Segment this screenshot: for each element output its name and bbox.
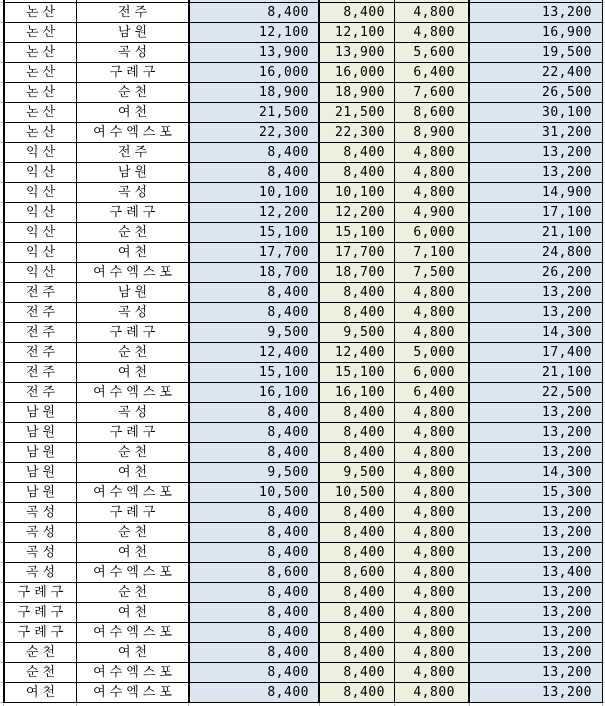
fare2-cell[interactable]: 21,500 bbox=[320, 103, 395, 122]
fare4-cell[interactable]: 13,200 bbox=[470, 503, 603, 522]
table-row bbox=[5, 343, 603, 363]
fare4-cell[interactable] bbox=[470, 0, 603, 2]
destination-station-cell[interactable]: 여수엑스포 bbox=[77, 623, 190, 642]
fare3-cell[interactable]: 4,800 bbox=[395, 3, 470, 22]
fare4-cell[interactable]: 14,300 bbox=[470, 323, 603, 342]
origin-station-cell[interactable] bbox=[5, 0, 77, 2]
fare4-cell[interactable]: 14,300 bbox=[470, 463, 603, 482]
fare3-cell[interactable]: 4,800 bbox=[395, 323, 470, 342]
destination-station-cell[interactable]: 남원 bbox=[77, 283, 190, 302]
table-row bbox=[5, 483, 603, 503]
fare2-cell[interactable]: 8,400 bbox=[320, 523, 395, 542]
origin-station-cell[interactable]: 논산 bbox=[5, 23, 77, 42]
destination-station-cell[interactable]: 구례구 bbox=[77, 423, 190, 442]
fare1-cell[interactable]: 8,400 bbox=[190, 163, 320, 182]
fare3-cell[interactable]: 4,800 bbox=[395, 403, 470, 422]
fare2-cell[interactable]: 12,200 bbox=[320, 203, 395, 222]
fare2-cell[interactable]: 8,400 bbox=[320, 623, 395, 642]
table-row bbox=[5, 163, 603, 183]
origin-station-cell[interactable]: 남원 bbox=[5, 423, 77, 442]
fare4-cell[interactable]: 13,200 bbox=[470, 163, 603, 182]
fare3-cell[interactable]: 6,400 bbox=[395, 383, 470, 402]
table-row bbox=[5, 283, 603, 303]
table-row bbox=[5, 603, 603, 623]
fare3-cell[interactable] bbox=[395, 0, 470, 2]
fare2-cell[interactable]: 18,900 bbox=[320, 83, 395, 102]
destination-station-cell[interactable]: 여천 bbox=[77, 363, 190, 382]
destination-station-cell[interactable]: 여수엑스포 bbox=[77, 123, 190, 142]
destination-station-cell[interactable]: 순천 bbox=[77, 343, 190, 362]
origin-station-cell[interactable]: 남원 bbox=[5, 443, 77, 462]
origin-station-cell[interactable]: 익산 bbox=[5, 223, 77, 242]
destination-station-cell[interactable]: 순천 bbox=[77, 223, 190, 242]
destination-station-cell[interactable]: 여수엑스포 bbox=[77, 263, 190, 282]
fare1-cell[interactable]: 8,400 bbox=[190, 443, 320, 462]
fare2-cell[interactable]: 8,400 bbox=[320, 3, 395, 22]
fare3-cell[interactable]: 4,800 bbox=[395, 603, 470, 622]
fare1-cell[interactable]: 8,400 bbox=[190, 403, 320, 422]
fare2-cell[interactable]: 8,400 bbox=[320, 503, 395, 522]
fare1-cell[interactable]: 8,400 bbox=[190, 423, 320, 442]
fare4-cell[interactable]: 13,200 bbox=[470, 663, 603, 682]
fare4-cell[interactable]: 17,400 bbox=[470, 343, 603, 362]
table-row bbox=[5, 223, 603, 243]
fare2-cell[interactable]: 16,000 bbox=[320, 63, 395, 82]
destination-station-cell[interactable]: 여수엑스포 bbox=[77, 483, 190, 502]
fare4-cell[interactable]: 13,200 bbox=[470, 403, 603, 422]
origin-station-cell[interactable]: 익산 bbox=[5, 163, 77, 182]
fare4-cell[interactable]: 30,100 bbox=[470, 103, 603, 122]
table-row bbox=[5, 563, 603, 583]
fare2-cell[interactable]: 22,300 bbox=[320, 123, 395, 142]
destination-station-cell[interactable]: 전주 bbox=[77, 3, 190, 22]
destination-station-cell[interactable]: 남원 bbox=[77, 163, 190, 182]
destination-station-cell[interactable]: 순천 bbox=[77, 523, 190, 542]
origin-station-cell[interactable]: 전주 bbox=[5, 343, 77, 362]
origin-station-cell[interactable]: 순천 bbox=[5, 663, 77, 682]
table-row bbox=[5, 143, 603, 163]
destination-station-cell[interactable]: 여수엑스포 bbox=[77, 563, 190, 582]
fare2-cell[interactable]: 8,400 bbox=[320, 543, 395, 562]
fare1-cell[interactable]: 8,400 bbox=[190, 603, 320, 622]
fare3-cell[interactable]: 4,800 bbox=[395, 463, 470, 482]
fare2-cell[interactable]: 15,100 bbox=[320, 223, 395, 242]
table-row bbox=[5, 43, 603, 63]
origin-station-cell[interactable]: 곡성 bbox=[5, 503, 77, 522]
table-row bbox=[5, 203, 603, 223]
fare4-cell[interactable]: 13,200 bbox=[470, 283, 603, 302]
destination-station-cell[interactable] bbox=[77, 0, 190, 2]
origin-station-cell[interactable]: 익산 bbox=[5, 203, 77, 222]
fare3-cell[interactable]: 8,900 bbox=[395, 123, 470, 142]
origin-station-cell[interactable]: 남원 bbox=[5, 403, 77, 422]
table-row bbox=[5, 123, 603, 143]
fare1-cell[interactable]: 8,400 bbox=[190, 663, 320, 682]
fare4-cell[interactable]: 14,900 bbox=[470, 183, 603, 202]
destination-station-cell[interactable]: 곡성 bbox=[77, 43, 190, 62]
fare4-cell[interactable]: 22,500 bbox=[470, 383, 603, 402]
fare4-cell[interactable]: 21,100 bbox=[470, 223, 603, 242]
destination-station-cell[interactable]: 여천 bbox=[77, 643, 190, 662]
table-row bbox=[5, 623, 603, 643]
origin-station-cell[interactable]: 익산 bbox=[5, 243, 77, 262]
fare2-cell[interactable]: 17,700 bbox=[320, 243, 395, 262]
fare1-cell[interactable]: 8,400 bbox=[190, 623, 320, 642]
origin-station-cell[interactable]: 전주 bbox=[5, 363, 77, 382]
fare3-cell[interactable]: 6,000 bbox=[395, 223, 470, 242]
fare2-cell[interactable]: 9,500 bbox=[320, 323, 395, 342]
destination-station-cell[interactable]: 곡성 bbox=[77, 403, 190, 422]
fare1-cell[interactable]: 10,100 bbox=[190, 183, 320, 202]
fare1-cell[interactable]: 18,900 bbox=[190, 83, 320, 102]
fare4-cell[interactable]: 21,100 bbox=[470, 363, 603, 382]
destination-station-cell[interactable]: 구례구 bbox=[77, 503, 190, 522]
origin-station-cell[interactable]: 전주 bbox=[5, 303, 77, 322]
fare4-cell[interactable]: 19,500 bbox=[470, 43, 603, 62]
table-row bbox=[5, 463, 603, 483]
fare4-cell[interactable]: 13,200 bbox=[470, 3, 603, 22]
fare1-cell[interactable]: 15,100 bbox=[190, 223, 320, 242]
table-row bbox=[5, 183, 603, 203]
fare2-cell[interactable]: 15,100 bbox=[320, 363, 395, 382]
table-row bbox=[5, 3, 603, 23]
origin-station-cell[interactable]: 구례구 bbox=[5, 583, 77, 602]
table-row bbox=[5, 103, 603, 123]
table-row bbox=[5, 363, 603, 383]
fare4-cell[interactable]: 13,400 bbox=[470, 563, 603, 582]
table-row bbox=[5, 543, 603, 563]
origin-station-cell[interactable]: 익산 bbox=[5, 183, 77, 202]
fare3-cell[interactable]: 4,800 bbox=[395, 483, 470, 502]
origin-station-cell[interactable]: 구례구 bbox=[5, 623, 77, 642]
fare1-cell[interactable]: 8,400 bbox=[190, 3, 320, 22]
fare3-cell[interactable]: 4,800 bbox=[395, 503, 470, 522]
destination-station-cell[interactable]: 여천 bbox=[77, 103, 190, 122]
fare2-cell[interactable]: 8,400 bbox=[320, 663, 395, 682]
origin-station-cell[interactable]: 구례구 bbox=[5, 603, 77, 622]
fare3-cell[interactable]: 4,800 bbox=[395, 643, 470, 662]
table-row bbox=[5, 443, 603, 463]
table-row bbox=[5, 503, 603, 523]
fare2-cell[interactable]: 8,400 bbox=[320, 423, 395, 442]
fare1-cell[interactable]: 9,500 bbox=[190, 323, 320, 342]
fare1-cell[interactable]: 17,700 bbox=[190, 243, 320, 262]
destination-station-cell[interactable]: 여수엑스포 bbox=[77, 383, 190, 402]
fare1-cell[interactable]: 12,400 bbox=[190, 343, 320, 362]
origin-station-cell[interactable]: 남원 bbox=[5, 463, 77, 482]
destination-station-cell[interactable]: 남원 bbox=[77, 23, 190, 42]
fare4-cell[interactable]: 13,200 bbox=[470, 683, 603, 702]
origin-station-cell[interactable]: 논산 bbox=[5, 123, 77, 142]
fare3-cell[interactable]: 4,800 bbox=[395, 423, 470, 442]
fare3-cell[interactable]: 4,900 bbox=[395, 203, 470, 222]
table-row bbox=[5, 63, 603, 83]
fare2-cell[interactable]: 8,400 bbox=[320, 163, 395, 182]
fare1-cell[interactable]: 13,900 bbox=[190, 43, 320, 62]
fare3-cell[interactable]: 4,800 bbox=[395, 583, 470, 602]
fare3-cell[interactable]: 7,500 bbox=[395, 263, 470, 282]
fare2-cell[interactable]: 10,100 bbox=[320, 183, 395, 202]
fare1-cell[interactable]: 16,100 bbox=[190, 383, 320, 402]
fare4-cell[interactable]: 13,200 bbox=[470, 143, 603, 162]
origin-station-cell[interactable]: 논산 bbox=[5, 3, 77, 22]
fare3-cell[interactable]: 4,800 bbox=[395, 663, 470, 682]
fare1-cell[interactable]: 12,200 bbox=[190, 203, 320, 222]
fare4-cell[interactable]: 24,800 bbox=[470, 243, 603, 262]
fare1-cell[interactable]: 8,400 bbox=[190, 523, 320, 542]
fare4-cell[interactable]: 15,300 bbox=[470, 483, 603, 502]
destination-station-cell[interactable]: 순천 bbox=[77, 83, 190, 102]
fare2-cell[interactable]: 8,400 bbox=[320, 303, 395, 322]
destination-station-cell[interactable]: 구례구 bbox=[77, 203, 190, 222]
fare2-cell[interactable]: 12,100 bbox=[320, 23, 395, 42]
destination-station-cell[interactable]: 구례구 bbox=[77, 63, 190, 82]
fare2-cell[interactable]: 9,500 bbox=[320, 463, 395, 482]
fare3-cell[interactable]: 5,600 bbox=[395, 43, 470, 62]
fare4-cell[interactable]: 17,100 bbox=[470, 203, 603, 222]
table-row bbox=[5, 383, 603, 403]
destination-station-cell[interactable]: 여천 bbox=[77, 543, 190, 562]
destination-station-cell[interactable]: 순천 bbox=[77, 443, 190, 462]
origin-station-cell[interactable]: 전주 bbox=[5, 323, 77, 342]
fare2-cell[interactable]: 10,500 bbox=[320, 483, 395, 502]
fare3-cell[interactable]: 4,800 bbox=[395, 523, 470, 542]
table-row bbox=[5, 523, 603, 543]
table-row bbox=[5, 303, 603, 323]
fare1-cell[interactable]: 22,300 bbox=[190, 123, 320, 142]
origin-station-cell[interactable]: 여천 bbox=[5, 683, 77, 702]
fare4-cell[interactable]: 13,200 bbox=[470, 443, 603, 462]
fare2-cell[interactable]: 8,400 bbox=[320, 643, 395, 662]
origin-station-cell[interactable]: 익산 bbox=[5, 143, 77, 162]
destination-station-cell[interactable]: 구례구 bbox=[77, 323, 190, 342]
fare4-cell[interactable]: 13,200 bbox=[470, 303, 603, 322]
table-row bbox=[5, 263, 603, 283]
origin-station-cell[interactable]: 논산 bbox=[5, 43, 77, 62]
fare4-cell[interactable]: 13,200 bbox=[470, 623, 603, 642]
origin-station-cell[interactable]: 전주 bbox=[5, 283, 77, 302]
fare1-cell[interactable]: 8,400 bbox=[190, 683, 320, 702]
fare1-cell[interactable]: 15,100 bbox=[190, 363, 320, 382]
fare4-cell[interactable]: 13,200 bbox=[470, 643, 603, 662]
destination-station-cell[interactable]: 전주 bbox=[77, 143, 190, 162]
fare4-cell[interactable]: 13,200 bbox=[470, 583, 603, 602]
fare1-cell[interactable]: 9,500 bbox=[190, 463, 320, 482]
fare2-cell[interactable]: 8,400 bbox=[320, 143, 395, 162]
table-row bbox=[5, 423, 603, 443]
origin-station-cell[interactable]: 전주 bbox=[5, 383, 77, 402]
origin-station-cell[interactable]: 곡성 bbox=[5, 563, 77, 582]
fare1-cell[interactable]: 8,400 bbox=[190, 643, 320, 662]
fare1-cell[interactable]: 8,400 bbox=[190, 543, 320, 562]
fare3-cell[interactable]: 4,800 bbox=[395, 303, 470, 322]
origin-station-cell[interactable]: 곡성 bbox=[5, 523, 77, 542]
destination-station-cell[interactable]: 여수엑스포 bbox=[77, 663, 190, 682]
origin-station-cell[interactable]: 순천 bbox=[5, 643, 77, 662]
fare3-cell[interactable]: 4,800 bbox=[395, 143, 470, 162]
origin-station-cell[interactable]: 논산 bbox=[5, 103, 77, 122]
origin-station-cell[interactable]: 논산 bbox=[5, 63, 77, 82]
table-row bbox=[5, 323, 603, 343]
fare1-cell[interactable]: 12,100 bbox=[190, 23, 320, 42]
fare3-cell[interactable]: 4,800 bbox=[395, 443, 470, 462]
fare4-cell[interactable]: 31,200 bbox=[470, 123, 603, 142]
fare3-cell[interactable]: 8,600 bbox=[395, 103, 470, 122]
table-row bbox=[5, 643, 603, 663]
fare3-cell[interactable]: 4,800 bbox=[395, 283, 470, 302]
fare2-cell[interactable]: 8,600 bbox=[320, 563, 395, 582]
fare2-cell[interactable]: 8,400 bbox=[320, 283, 395, 302]
fare2-cell[interactable] bbox=[320, 0, 395, 2]
fare3-cell[interactable]: 6,000 bbox=[395, 363, 470, 382]
table-row bbox=[5, 583, 603, 603]
fare4-cell[interactable]: 13,200 bbox=[470, 603, 603, 622]
fare1-cell[interactable]: 8,400 bbox=[190, 283, 320, 302]
table-row bbox=[5, 23, 603, 43]
destination-station-cell[interactable]: 순천 bbox=[77, 583, 190, 602]
fare1-cell[interactable]: 8,400 bbox=[190, 503, 320, 522]
table-row bbox=[5, 403, 603, 423]
fare1-cell[interactable]: 16,000 bbox=[190, 63, 320, 82]
fare2-cell[interactable]: 8,400 bbox=[320, 603, 395, 622]
fare1-cell[interactable]: 18,700 bbox=[190, 263, 320, 282]
fare4-cell[interactable]: 13,200 bbox=[470, 543, 603, 562]
fare1-cell[interactable]: 8,400 bbox=[190, 303, 320, 322]
fare1-cell[interactable]: 8,600 bbox=[190, 563, 320, 582]
fare3-cell[interactable]: 7,600 bbox=[395, 83, 470, 102]
fare1-cell[interactable]: 8,400 bbox=[190, 143, 320, 162]
table-body bbox=[5, 3, 603, 703]
fare3-cell[interactable]: 4,800 bbox=[395, 543, 470, 562]
fare4-cell[interactable]: 26,200 bbox=[470, 263, 603, 282]
fare3-cell[interactable]: 4,800 bbox=[395, 163, 470, 182]
fare3-cell[interactable]: 7,100 bbox=[395, 243, 470, 262]
fare3-cell[interactable]: 4,800 bbox=[395, 563, 470, 582]
destination-station-cell[interactable]: 곡성 bbox=[77, 303, 190, 322]
fare4-cell[interactable]: 13,200 bbox=[470, 523, 603, 542]
table-row bbox=[5, 663, 603, 683]
fare2-cell[interactable]: 8,400 bbox=[320, 403, 395, 422]
destination-station-cell[interactable]: 여천 bbox=[77, 243, 190, 262]
destination-station-cell[interactable]: 여천 bbox=[77, 603, 190, 622]
origin-station-cell[interactable]: 곡성 bbox=[5, 543, 77, 562]
fare3-cell[interactable]: 4,800 bbox=[395, 23, 470, 42]
table-row bbox=[5, 683, 603, 703]
fare4-cell[interactable]: 13,200 bbox=[470, 423, 603, 442]
fare4-cell[interactable]: 22,400 bbox=[470, 63, 603, 82]
fare2-cell[interactable]: 16,100 bbox=[320, 383, 395, 402]
destination-station-cell[interactable]: 곡성 bbox=[77, 183, 190, 202]
origin-station-cell[interactable]: 남원 bbox=[5, 483, 77, 502]
fare3-cell[interactable]: 4,800 bbox=[395, 623, 470, 642]
fare4-cell[interactable]: 16,900 bbox=[470, 23, 603, 42]
fare1-cell[interactable] bbox=[190, 0, 320, 2]
fare3-cell[interactable]: 6,400 bbox=[395, 63, 470, 82]
fare1-cell[interactable]: 10,500 bbox=[190, 483, 320, 502]
fare-table bbox=[3, 0, 603, 703]
table-row bbox=[5, 243, 603, 263]
fare2-cell[interactable]: 8,400 bbox=[320, 683, 395, 702]
table-row bbox=[5, 83, 603, 103]
fare4-cell[interactable]: 26,500 bbox=[470, 83, 603, 102]
origin-station-cell[interactable]: 논산 bbox=[5, 83, 77, 102]
fare2-cell[interactable]: 12,400 bbox=[320, 343, 395, 362]
fare3-cell[interactable]: 4,800 bbox=[395, 183, 470, 202]
fare3-cell[interactable]: 4,800 bbox=[395, 683, 470, 702]
destination-station-cell[interactable]: 여수엑스포 bbox=[77, 683, 190, 702]
origin-station-cell[interactable]: 익산 bbox=[5, 263, 77, 282]
fare2-cell[interactable]: 8,400 bbox=[320, 443, 395, 462]
fare2-cell[interactable]: 8,400 bbox=[320, 583, 395, 602]
fare2-cell[interactable]: 13,900 bbox=[320, 43, 395, 62]
fare3-cell[interactable]: 5,000 bbox=[395, 343, 470, 362]
fare1-cell[interactable]: 8,400 bbox=[190, 583, 320, 602]
fare1-cell[interactable]: 21,500 bbox=[190, 103, 320, 122]
destination-station-cell[interactable]: 여천 bbox=[77, 463, 190, 482]
fare2-cell[interactable]: 18,700 bbox=[320, 263, 395, 282]
